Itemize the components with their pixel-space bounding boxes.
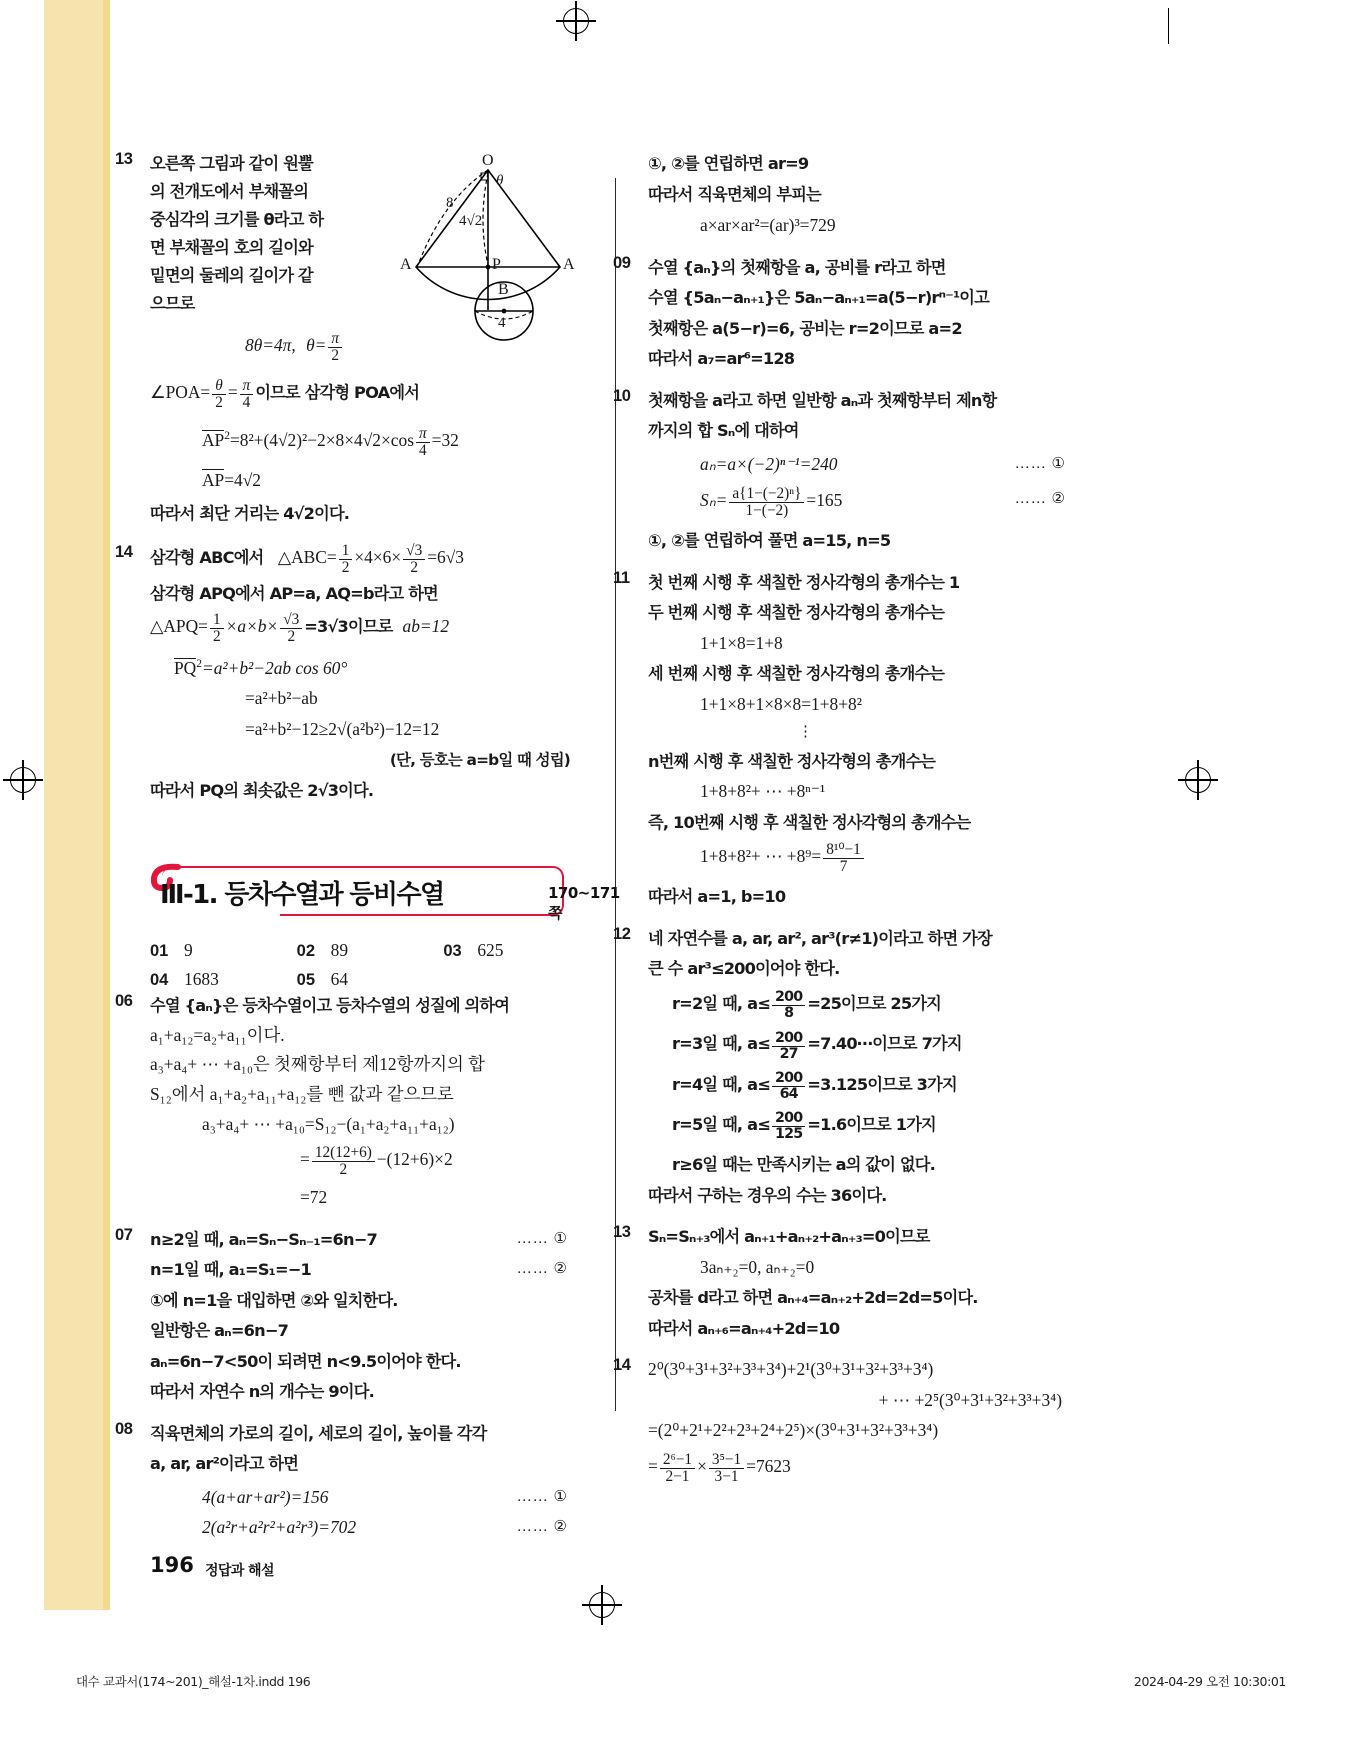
p13r-line-4: 따라서 aₙ₊₆=aₙ₊₄+2d=10 (648, 1318, 840, 1338)
p10-line-2: 까지의 합 Sₙ에 대하여 (648, 421, 799, 440)
figure-label-B: B (498, 281, 509, 298)
p13r-line-3: 공차를 d라고 하면 aₙ₊₄=aₙ₊₂+2d=2d=5이다. (648, 1288, 978, 1308)
p09-line-2: 수열 {5aₙ−aₙ₊₁}은 5aₙ−aₙ₊₁=a(5−r)rⁿ⁻¹이고 (648, 288, 989, 307)
problem-number: 13 (115, 150, 133, 168)
p08-line-3: 4(a+ar+ar²)=156 …… ① (150, 1484, 570, 1512)
p13-equation-3: $AP^2=8^2+(4√2)^2-2\times 8\times 4√2\times\cos$ $\frac{\pi}{4}$ =32 (202, 425, 459, 460)
p11-line-10: 1+8+8²+ ⋯ +8⁹= $\frac{\text{8¹⁰−1}}{7}$ (648, 842, 1068, 875)
crop-mark-top-right (1168, 8, 1169, 44)
answer-item (443, 940, 590, 961)
p07-line-3: ①에 n=1을 대입하면 ②와 일치한다. (150, 1290, 398, 1310)
page-left-band-edge (103, 0, 110, 1610)
overline-AP: AP (202, 430, 225, 451)
answer-value: 625 (477, 940, 504, 960)
fraction-1-2: $\frac{1}{2}$ (339, 543, 353, 576)
p14-line-4: $PQ^2=a^2+b^2-2ab$ cos 60° (174, 657, 348, 678)
p11-line-11: 따라서 a=1, b=10 (648, 887, 786, 907)
problem-number: 14 (613, 1356, 631, 1375)
answer-row (150, 969, 590, 998)
p12-line-2: 큰 수 ar³≤200이어야 한다. (648, 959, 840, 979)
fraction-sqrt3-2b: $\frac{√3}{2}$ (280, 612, 302, 645)
p11-vertical-dots: ⋮ (798, 724, 813, 741)
p06-line-4: S₁₂에서 a₁+a₂+a₁₁+a₁₂를 뺀 값과 같으므로 (150, 1083, 454, 1104)
section-page-range: 170~171쪽 (548, 884, 620, 922)
right-column (613, 150, 1068, 1498)
registration-mark-bottom (589, 1592, 615, 1618)
equation-ref-2: …… ② (516, 1261, 568, 1277)
problem-number: 10 (613, 386, 631, 405)
p09-line-1: 수열 {aₙ}의 첫째항을 a, 공비를 r라고 하면 (648, 257, 946, 277)
p06-line-2: a₁+a₁₂=a₂+a₁₁이다. (150, 1024, 285, 1045)
fraction-pi-2: $\frac{\pi}{2}$ (328, 331, 342, 364)
p06-line-1: 수열 {aₙ}은 등차수열이고 등차수열의 성질에 의하여 (150, 996, 510, 1016)
figure-label-height: 4√2 (459, 213, 483, 229)
registration-mark-right (1185, 767, 1211, 793)
fraction-8pow10-minus1-over-7: $\frac{\text{8¹⁰−1}}{7}$ (823, 842, 864, 875)
answer-number: 04 (150, 971, 169, 989)
overline-PQ: PQ (174, 657, 197, 678)
print-file-name: 대수 교과서(174~201)_해설-1차.indd 196 (76, 1674, 311, 1689)
problem-14-right (613, 1356, 1068, 1485)
fraction-pi-4b: $\frac{\pi}{4}$ (416, 426, 430, 459)
fraction-3pow5-minus1: $\frac{\text{3⁵−1}}{3-1}$ (709, 1452, 744, 1485)
p12-line-1: 네 자연수를 a, ar, ar², ar³(r≠1)이라고 하면 가장 (648, 928, 992, 948)
p14r-line-3: =(2⁰+2¹+2²+2³+2⁴+2⁵)×(3⁰+3¹+3²+3³+3⁴) (648, 1420, 939, 1441)
problem-13-right (613, 1223, 1068, 1342)
p14-line-5: =a²+b²−ab (245, 688, 318, 709)
problem-11 (613, 568, 1068, 911)
answer-item (150, 969, 297, 990)
registration-mark-left (10, 767, 36, 793)
answer-row (150, 940, 590, 969)
problem-number: 12 (613, 924, 631, 943)
problem-08-continued (648, 150, 1068, 240)
fraction-theta-2: $\frac{\theta}{2}$ (212, 378, 226, 411)
problem-13-statement: 오른쪽 그림과 같이 원뿔 의 전개도에서 부채꼴의 중심각의 크기를 θ라고 하 면 부채꼴의 호의 길이와 밑면의 둘레의 길이가 같 으므로 (150, 154, 324, 313)
p11-line-5: 1+1×8+1×8×8=1+8+8² (700, 693, 862, 714)
p08-line-2: a, ar, ar²이라고 하면 (150, 1454, 299, 1473)
p12-case-r5: r=5일 때, a≤ $\frac{200}{125}$ =1.6이므로 1가지 (672, 1110, 936, 1143)
p09-line-3: 첫째항은 a(5−r)=6, 공비는 r=2이므로 a=2 (648, 318, 962, 338)
fraction-pi-4: $\frac{\pi}{4}$ (240, 378, 254, 411)
answer-number: 02 (296, 942, 316, 960)
section-header (150, 862, 620, 922)
equation-ref-2: …… ② (516, 1519, 568, 1535)
p14-line-3: △APQ= $\frac{1}{2}$ ×a×b× $\frac{√3}{2}$ =3√3이므로 ab=12 (150, 610, 450, 645)
answer-value: 1683 (184, 969, 219, 989)
p11-line-2: 두 번째 시행 후 색칠한 정사각형의 총개수는 (648, 603, 945, 623)
answer-value: 64 (330, 969, 349, 989)
p09-line-4: 따라서 a₇=ar⁶=128 (648, 349, 795, 368)
fraction-200-27: $\frac{200}{27}$ (772, 1031, 805, 1062)
fraction-200-125: $\frac{200}{125}$ (772, 1111, 805, 1142)
p11-line-7: n번째 시행 후 색칠한 정사각형의 총개수는 (648, 751, 936, 771)
figure-label-left-A: A (400, 256, 412, 273)
p11-line-1: 첫 번째 시행 후 색칠한 정사각형의 총개수는 1 (648, 572, 960, 592)
figure-label-slant: 8 (446, 195, 454, 211)
p11-line-4: 세 번째 시행 후 색칠한 정사각형의 총개수는 (648, 664, 945, 684)
answer-item (297, 969, 444, 990)
p12-case-r4: r=4일 때, a≤ $\frac{200}{64}$ =3.125이므로 3가지 (672, 1070, 957, 1102)
p07-line-2: n=1일 때, a₁=S₁=−1 …… ② (150, 1256, 570, 1284)
answer-number: 05 (296, 971, 316, 989)
p07-line-6: 따라서 자연수 n의 개수는 9이다. (150, 1382, 374, 1401)
registration-mark-top (563, 8, 589, 34)
equation-ref-1: …… ① (1014, 455, 1066, 472)
problem-10 (613, 386, 1068, 555)
figure-label-angle: θ (496, 173, 504, 189)
p10-line-5: ①, ②를 연립하여 풀면 a=15, n=5 (648, 531, 891, 551)
p14-line-6: =a²+b²−12≥2√(a²b²)−12=12 (245, 718, 440, 739)
p13r-line-2: 3aₙ₊₂=0, aₙ₊₂=0 (700, 1256, 815, 1277)
p13-conclusion: 따라서 최단 거리는 4√2이다. (150, 503, 350, 523)
p14r-line-1: 2⁰(3⁰+3¹+3²+3³+3⁴)+2¹(3⁰+3¹+3²+3³+3⁴) (648, 1359, 934, 1380)
p06-line-6: = $\frac{12(12+6)}{2}$ −(12+6)×2 (300, 1143, 453, 1178)
p11-line-3: 1+1×8=1+8 (700, 632, 783, 653)
p08c-line-3: a×ar×ar²=(ar)³=729 (700, 215, 836, 235)
p14-line-2: 삼각형 APQ에서 AP=a, AQ=b라고 하면 (150, 584, 438, 604)
problem-number: 08 (115, 1419, 133, 1438)
figure-label-apex: O (482, 152, 494, 169)
fraction-1-2b: $\frac{1}{2}$ (210, 612, 224, 645)
p10-line-1: 첫째항을 a라고 하면 일반항 aₙ과 첫째항부터 제n항 (648, 390, 997, 410)
p07-line-4: 일반항은 aₙ=6n−7 (150, 1321, 289, 1340)
figure-label-P: P (492, 256, 501, 273)
p12-case-r2: r=2일 때, a≤ $\frac{200}{8}$ =25이므로 25가지 (672, 989, 941, 1022)
answer-item (297, 940, 444, 961)
left-column (115, 150, 570, 1555)
answer-item (150, 940, 297, 961)
short-answer-grid (150, 940, 590, 998)
p08c-line-1: ①, ②를 연립하면 ar=9 (648, 154, 809, 173)
p07-line-1: n≥2일 때, aₙ=Sₙ−Sₙ₋₁=6n−7 …… ① (150, 1226, 570, 1254)
overline-AP-2: AP (202, 470, 225, 491)
p06-line-3: a₃+a₄+ ⋯ +a₁₀은 첫째항부터 제12항까지의 합 (150, 1054, 485, 1075)
problem-14-left (115, 542, 570, 804)
figure-label-base-diameter: 4 (498, 315, 506, 331)
page-label: 정답과 해설 (205, 1563, 274, 1579)
p12-line-3: r≥6일 때는 만족시키는 a의 값이 없다. (672, 1155, 935, 1175)
problem-07 (115, 1225, 570, 1406)
problem-number: 13 (613, 1223, 631, 1242)
p13-eq4-text: =4√2 (224, 470, 261, 491)
problem-09 (613, 253, 1068, 373)
p11-line-9: 즉, 10번째 시행 후 색칠한 정사각형의 총개수는 (648, 812, 971, 832)
page-number: 196 (150, 1553, 194, 1577)
cone-net-diagram (400, 152, 608, 345)
equation-ref-1: …… ① (516, 1230, 568, 1247)
p14r-line-2: + ⋯ +2⁵(3⁰+3¹+3²+3³+3⁴) (878, 1389, 1062, 1410)
p10-line-3: aₙ=a×(−2)ⁿ⁻¹=240 …… ① (648, 451, 1068, 479)
problem-number: 14 (115, 543, 133, 562)
p14r-line-4: = $\frac{\text{2⁶−1}}{2-1}$ × $\frac{\text{3⁵−1}}{3-1}$ =7623 (648, 1450, 791, 1485)
p14-note: (단, 등호는 a=b일 때 성립) (389, 751, 570, 770)
p08c-line-2: 따라서 직육면체의 부피는 (648, 184, 821, 204)
p13-equation-4 (150, 467, 570, 495)
p12-case-r3: r=3일 때, a≤ $\frac{200}{27}$ =7.40⋯이므로 7가지 (672, 1029, 962, 1062)
p10-line-4: Sₙ= $\frac{\text{a\{1−(−2)ⁿ\}}}{1-(-2)}$ =165 …… ② (700, 485, 1066, 520)
problem-06 (115, 992, 570, 1211)
fraction-2pow6-minus1: $\frac{\text{2⁶−1}}{2-1}$ (660, 1452, 695, 1485)
problem-number: 09 (613, 253, 631, 272)
p08-line-1: 직육면체의 가로의 길이, 세로의 길이, 높이를 각각 (150, 1423, 487, 1443)
p13-equation-1: 8θ=4π, θ= $\frac{\pi}{2}$ (150, 331, 570, 364)
problem-08 (115, 1419, 570, 1542)
problem-number: 07 (115, 1225, 133, 1244)
p06-line-7: =72 (300, 1187, 328, 1207)
answer-value: 89 (330, 940, 349, 960)
equation-ref-1: …… ① (516, 1488, 568, 1505)
page-left-color-band (44, 0, 106, 1610)
section-title: Ⅲ-1. 등차수열과 등비수열 (160, 880, 444, 910)
equation-ref-2: …… ② (1014, 491, 1066, 507)
answer-number: 01 (150, 942, 169, 960)
fraction-geometric-sum: $\frac{\text{a\{1−(−2)ⁿ\}}}{1-(-2)}$ (729, 486, 804, 519)
print-timestamp: 2024-04-29 오전 10:30:01 (1133, 1674, 1286, 1689)
answer-value: 9 (184, 940, 193, 960)
p14-conclusion: 따라서 PQ의 최솟값은 2√3이다. (150, 780, 374, 800)
problem-number: 06 (115, 992, 133, 1011)
p13-equation-2: ∠POA= $\frac{\theta}{2}$ = $\frac{\pi}{4}$ 이므로 삼각형 POA에서 (150, 377, 420, 412)
p07-line-5: aₙ=6n−7<50이 되려면 n<9.5이어야 한다. (150, 1351, 461, 1371)
answer-number: 03 (443, 942, 462, 960)
fraction-200-8: $\frac{200}{8}$ (772, 990, 805, 1021)
p08-line-4: 2(a²r+a²r²+a²r³)=702 …… ② (150, 1514, 570, 1542)
p12-line-4: 따라서 구하는 경우의 수는 36이다. (648, 1185, 887, 1205)
fraction-sqrt3-2: $\frac{√3}{2}$ (403, 543, 425, 576)
fraction-200-64: $\frac{200}{64}$ (772, 1071, 805, 1102)
fraction-12-12plus6: $\frac{12(12+6)}{2}$ (312, 1145, 375, 1178)
p06-line-5: a₃+a₄+ ⋯ +a₁₀=S₁₂−(a₁+a₂+a₁₁+a₁₂) (202, 1114, 455, 1135)
p13r-line-1: Sₙ=Sₙ₊₃에서 aₙ₊₁+aₙ₊₂+aₙ₊₃=0이므로 (648, 1227, 930, 1247)
problem-12 (613, 924, 1068, 1210)
p11-line-8: 1+8+8²+ ⋯ +8ⁿ⁻¹ (700, 781, 826, 802)
figure-label-right-A: A (563, 256, 575, 273)
problem-number: 11 (613, 568, 630, 587)
p14-line-1: 삼각형 ABC에서 △ABC= $\frac{1}{2}$ ×4×6× $\frac{√3}{2}$ =6√3 (150, 542, 464, 577)
